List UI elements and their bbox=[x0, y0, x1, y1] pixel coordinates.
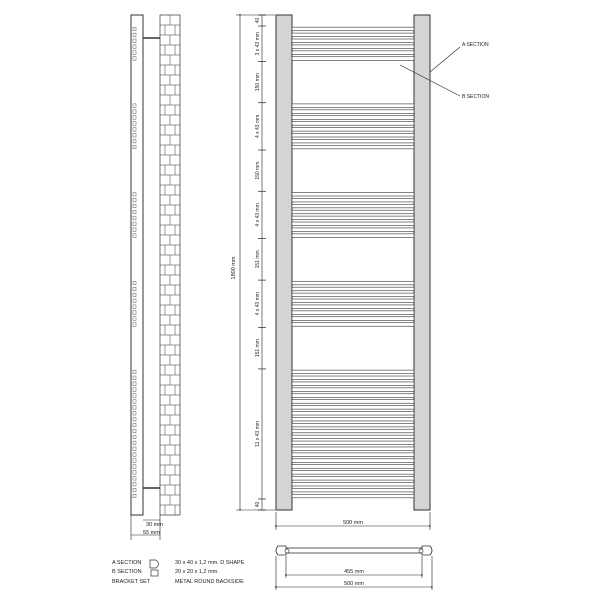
side-bar-end bbox=[133, 204, 136, 208]
front-right-rail bbox=[414, 15, 430, 510]
radiator-bar bbox=[292, 287, 414, 291]
radiator-bar bbox=[292, 429, 414, 433]
side-bar-end bbox=[133, 429, 136, 433]
radiator-bar bbox=[292, 411, 414, 415]
side-bar-end bbox=[133, 406, 136, 410]
side-dim-outer-label: 30 mm bbox=[146, 522, 163, 528]
radiator-bar bbox=[292, 27, 414, 31]
front-view bbox=[231, 15, 489, 530]
side-bar-end bbox=[133, 382, 136, 386]
radiator-bar bbox=[292, 311, 414, 315]
front-bars bbox=[292, 27, 414, 498]
radiator-bar bbox=[292, 382, 414, 386]
radiator-bar bbox=[292, 192, 414, 196]
legend-row-a-key: A SECTION bbox=[112, 560, 142, 566]
radiator-bar bbox=[292, 210, 414, 214]
radiator-bar bbox=[292, 299, 414, 303]
radiator-bar bbox=[292, 447, 414, 451]
side-bar-end bbox=[133, 447, 136, 451]
front-left-rail bbox=[276, 15, 292, 510]
front-segment-label: 40 bbox=[255, 17, 261, 24]
radiator-bar bbox=[292, 394, 414, 398]
radiator-bar bbox=[292, 305, 414, 309]
top-inner-width-label: 455 mm bbox=[344, 569, 364, 575]
side-bar-end bbox=[133, 104, 136, 108]
side-bar-end bbox=[133, 39, 136, 43]
top-outer-width-label: 500 mm bbox=[344, 581, 364, 587]
radiator-bar bbox=[292, 370, 414, 374]
radiator-bar bbox=[292, 488, 414, 492]
side-bar-end bbox=[133, 453, 136, 457]
side-bar-end bbox=[133, 27, 136, 31]
radiator-bar bbox=[292, 116, 414, 120]
radiator-bar bbox=[292, 417, 414, 421]
top-right-bracket-round bbox=[419, 549, 423, 553]
radiator-bar bbox=[292, 400, 414, 404]
radiator-bar bbox=[292, 139, 414, 143]
side-bar-end bbox=[133, 400, 136, 404]
radiator-bar bbox=[292, 128, 414, 132]
side-bar-end bbox=[133, 281, 136, 285]
legend-row-a-value: 30 x 40 x 1,2 mm. D SHAPE bbox=[175, 560, 245, 566]
radiator-bar bbox=[292, 494, 414, 498]
side-dim-inner-label: 55 mm bbox=[143, 530, 160, 536]
radiator-bar bbox=[292, 477, 414, 481]
legend-row-bracket-key: BRACKET SET bbox=[112, 579, 151, 585]
legend-square-icon bbox=[151, 570, 158, 576]
side-bar-end bbox=[133, 459, 136, 463]
front-segment-label: 150 mm bbox=[255, 161, 261, 180]
radiator-bar bbox=[292, 39, 414, 43]
top-view bbox=[276, 546, 432, 590]
radiator-bar bbox=[292, 198, 414, 202]
radiator-bar bbox=[292, 145, 414, 149]
radiator-bar bbox=[292, 435, 414, 439]
radiator-bar bbox=[292, 453, 414, 457]
front-height-label: 1800 mm bbox=[231, 256, 237, 280]
side-bar-end bbox=[133, 388, 136, 392]
radiator-bar bbox=[292, 234, 414, 238]
side-bar-end bbox=[133, 323, 136, 327]
side-bar-end bbox=[133, 128, 136, 132]
radiator-bar bbox=[292, 482, 414, 486]
side-bar-end bbox=[133, 423, 136, 427]
front-segment-label: 4 x 43 mm bbox=[255, 292, 261, 316]
top-right-d-profile bbox=[422, 546, 432, 555]
side-bar-end bbox=[133, 122, 136, 126]
side-bar-end bbox=[133, 394, 136, 398]
front-segment-label: 3 x 43 mm bbox=[255, 32, 261, 56]
radiator-bar bbox=[292, 323, 414, 327]
legend bbox=[112, 560, 245, 585]
front-segment-label: 151 mm bbox=[255, 339, 261, 358]
side-bar-end bbox=[133, 198, 136, 202]
radiator-bar bbox=[292, 228, 414, 232]
front-segment-labels bbox=[255, 15, 266, 510]
side-bar-end bbox=[133, 133, 136, 137]
radiator-bar bbox=[292, 281, 414, 285]
radiator-bar bbox=[292, 376, 414, 380]
radiator-bar bbox=[292, 317, 414, 321]
radiator-bar bbox=[292, 216, 414, 220]
side-bar-end bbox=[133, 441, 136, 445]
front-segment-label: 4 x 43 mm bbox=[255, 203, 261, 227]
side-bar-end bbox=[133, 411, 136, 415]
side-bar-end bbox=[133, 293, 136, 297]
top-left-d-profile bbox=[276, 546, 286, 555]
side-bar-end bbox=[133, 110, 136, 114]
front-segment-label: 4 x 43 mm bbox=[255, 114, 261, 139]
side-bar-end bbox=[133, 222, 136, 226]
side-radiator-profile bbox=[131, 15, 143, 515]
side-bar-end bbox=[133, 417, 136, 421]
legend-row-b-value: 20 x 20 x 1,2 mm. bbox=[175, 569, 219, 575]
side-bar-end bbox=[133, 234, 136, 238]
side-brick-wall bbox=[160, 15, 180, 515]
radiator-bar bbox=[292, 57, 414, 61]
radiator-bar bbox=[292, 471, 414, 475]
front-segment-label: 11 x 43 mm bbox=[255, 421, 261, 447]
radiator-bar bbox=[292, 122, 414, 126]
side-bar-end bbox=[133, 299, 136, 303]
side-bar-end bbox=[133, 216, 136, 220]
callout-b-section: B SECTION bbox=[462, 94, 489, 100]
radiator-bar bbox=[292, 51, 414, 55]
front-segment-label: 40 bbox=[255, 501, 261, 508]
radiator-bar bbox=[292, 465, 414, 469]
side-bar-end bbox=[133, 51, 136, 55]
side-bar-end bbox=[133, 57, 136, 61]
legend-d-shape-icon bbox=[150, 560, 159, 568]
side-bar-end bbox=[133, 482, 136, 486]
radiator-bar bbox=[292, 459, 414, 463]
callout-a-section: A SECTION bbox=[462, 42, 489, 48]
front-segment-label: 151 mm bbox=[255, 250, 261, 269]
side-bar-end bbox=[133, 488, 136, 492]
radiator-bar bbox=[292, 222, 414, 226]
radiator-bar bbox=[292, 423, 414, 427]
side-bar-end bbox=[133, 116, 136, 120]
side-bar-end bbox=[133, 228, 136, 232]
side-bar-end bbox=[133, 311, 136, 315]
side-bar-end bbox=[133, 471, 136, 475]
top-left-bracket-round bbox=[285, 549, 289, 553]
radiator-bar bbox=[292, 204, 414, 208]
front-segment-label: 150 mm bbox=[255, 73, 261, 92]
side-bar-end bbox=[133, 45, 136, 49]
radiator-bar bbox=[292, 293, 414, 297]
callout-a-leader bbox=[430, 47, 460, 72]
radiator-bar bbox=[292, 406, 414, 410]
side-bar-end bbox=[133, 477, 136, 481]
radiator-bar bbox=[292, 33, 414, 37]
radiator-bar bbox=[292, 104, 414, 108]
side-bar-end bbox=[133, 494, 136, 498]
radiator-bar bbox=[292, 441, 414, 445]
side-bar-end bbox=[133, 376, 136, 380]
side-bar-end bbox=[133, 370, 136, 374]
side-bar-end bbox=[133, 287, 136, 291]
front-width-label: 500 mm bbox=[343, 520, 363, 526]
top-bar bbox=[286, 548, 422, 553]
radiator-bar bbox=[292, 45, 414, 49]
side-bar-end bbox=[133, 317, 136, 321]
legend-row-b-key: B SECTION bbox=[112, 569, 142, 575]
side-bar-end bbox=[133, 210, 136, 214]
side-bar-end bbox=[133, 305, 136, 309]
side-bar-end bbox=[133, 33, 136, 37]
side-bar-end bbox=[133, 139, 136, 143]
side-bar-end bbox=[133, 145, 136, 149]
radiator-bar bbox=[292, 388, 414, 392]
side-bar-end bbox=[133, 465, 136, 469]
side-bar-end bbox=[133, 192, 136, 196]
radiator-bar bbox=[292, 133, 414, 137]
side-bar-end bbox=[133, 435, 136, 439]
legend-row-bracket-value: METAL ROUND BACKSIDE bbox=[175, 579, 244, 585]
side-view bbox=[131, 15, 180, 540]
radiator-bar bbox=[292, 110, 414, 114]
